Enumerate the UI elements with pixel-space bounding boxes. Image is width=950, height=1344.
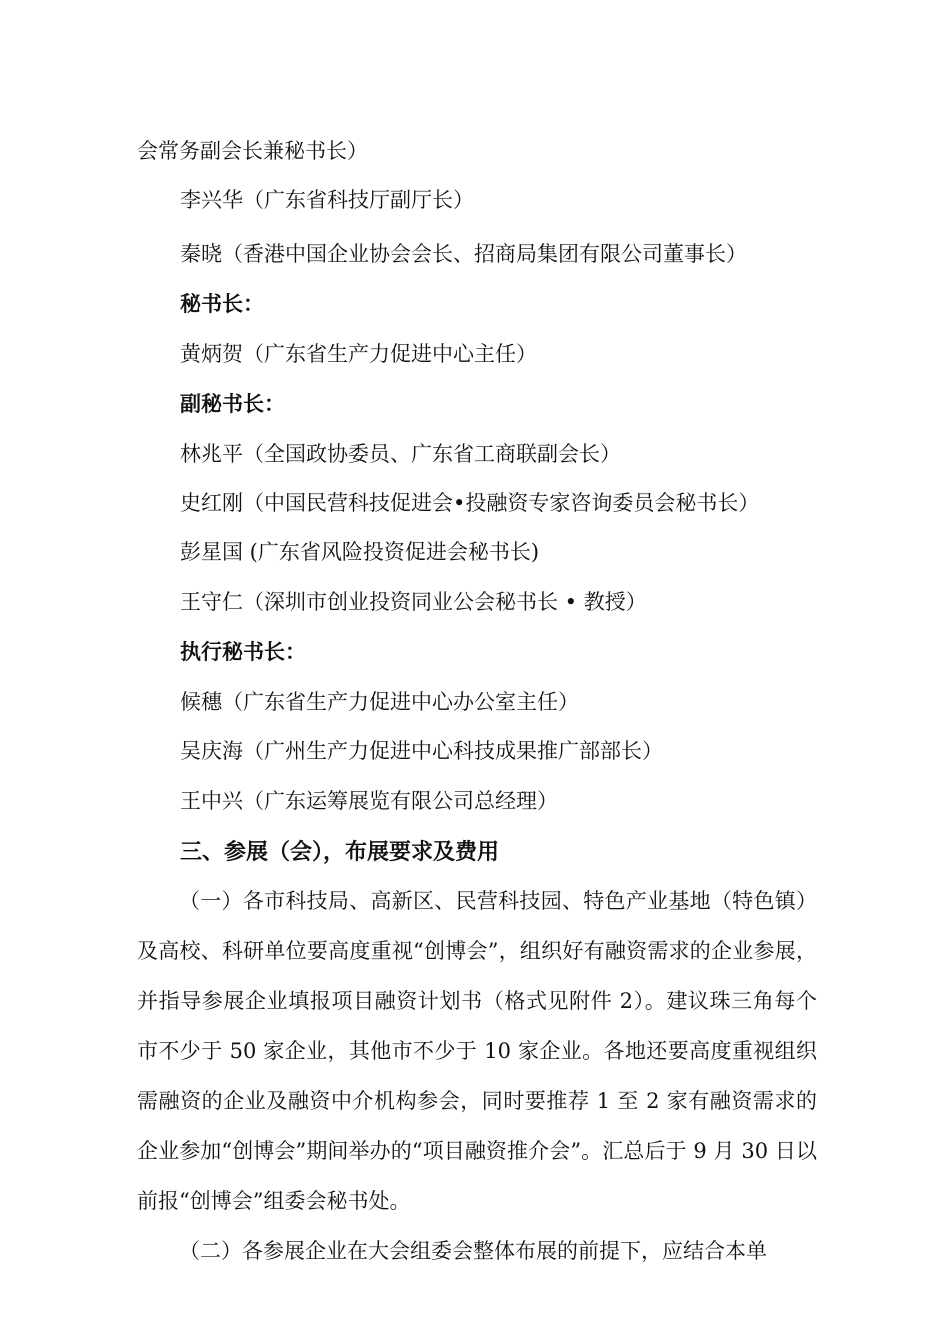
section-label-deputy-secretary-general: 副秘书长： <box>180 391 285 416</box>
section-heading: 三、参展（会），布展要求及费用 <box>180 839 500 865</box>
member-line: 史红刚（中国民营科技促进会•投融资专家咨询委员会秘书长） <box>180 491 760 515</box>
section-label-executive-secretary-general: 执行秘书长： <box>180 639 306 664</box>
member-line: 候穗（广东省生产力促进中心办公室主任） <box>180 690 579 714</box>
member-line: 秦晓（香港中国企业协会会长、招商局集团有限公司董事长） <box>180 242 747 266</box>
section-label-secretary-general: 秘书长： <box>180 291 264 316</box>
body-paragraph-2: （二）各参展企业在大会组委会整体布展的前提下，应结合本单 <box>179 1239 767 1263</box>
member-line: 彭星国 (广东省风险投资促进会秘书长) <box>180 540 540 564</box>
text-line-continuation: 会常务副会长兼秘书长） <box>137 139 368 163</box>
member-line: 吴庆海（广州生产力促进中心科技成果推广部部长） <box>180 739 663 763</box>
body-paragraph-1: （一）各市科技局、高新区、民营科技园、特色产业基地（特色镇）及高校、科研单位要高度重视“创博会”，组织好有融资需求的企业参展，并指导参展企业填报项目融资计划书（格式见附件 2）。建议珠三角每个市不少于 50 家企业，其他市不少于 10 家企业。各地还要高度重视组织需融资的企业及融资中介机构参会，同时要推荐 1 至 2 家有融资需求的企业参加“创博会”期间举办的“项目融资推介会”。汇总后于 9 月 30 日以前报“创博会”组委会秘书处。 <box>137 889 817 1213</box>
member-line: 王守仁（深圳市创业投资同业公会秘书长 • 教授） <box>180 590 647 614</box>
member-line: 林兆平（全国政协委员、广东省工商联副会长） <box>180 442 621 466</box>
member-line: 李兴华（广东省科技厅副厅长） <box>180 188 474 212</box>
member-line: 王中兴（广东运筹展览有限公司总经理） <box>180 789 558 813</box>
member-line: 黄炳贺（广东省生产力促进中心主任） <box>180 342 537 366</box>
